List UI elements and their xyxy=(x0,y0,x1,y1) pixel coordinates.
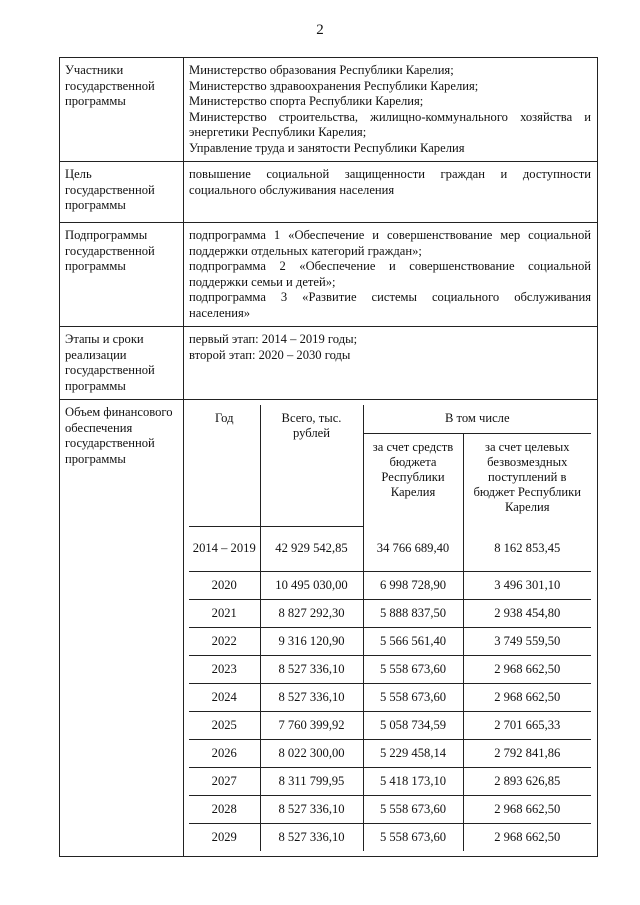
participants-content xyxy=(184,58,598,162)
cell-total: 8 827 292,30 xyxy=(260,599,363,627)
cell-budget: 34 766 689,40 xyxy=(363,526,463,571)
program-passport-table xyxy=(59,57,598,857)
finance-data-row xyxy=(189,683,591,711)
cell-year: 2020 xyxy=(189,571,260,599)
participant-line: Министерство строительства, жилищно-коммунального хозяйства и энергетики Республики Карелия; xyxy=(189,109,591,139)
cell-gratuitous: 2 968 662,50 xyxy=(463,683,591,711)
finance-header-row xyxy=(189,405,591,434)
participants-row xyxy=(60,58,598,162)
subprograms-row xyxy=(60,223,598,327)
cell-budget: 5 418 173,10 xyxy=(363,767,463,795)
cell-year: 2023 xyxy=(189,655,260,683)
finance-data-row xyxy=(189,823,591,851)
cell-gratuitous: 3 496 301,10 xyxy=(463,571,591,599)
stages-row xyxy=(60,327,598,400)
cell-total: 42 929 542,85 xyxy=(260,526,363,571)
subprogram-line: подпрограмма 1 «Обеспечение и совершенствование мер социальной поддержки отдельных категорий граждан»; xyxy=(189,228,591,258)
stages-label: Этапы и сроки реализации государственной программы xyxy=(60,327,184,400)
cell-total: 8 311 799,95 xyxy=(260,767,363,795)
finance-body xyxy=(189,526,591,851)
cell-year: 2028 xyxy=(189,795,260,823)
cell-year: 2014 – 2019 xyxy=(189,526,260,571)
cell-total: 8 527 336,10 xyxy=(260,655,363,683)
cell-total: 8 527 336,10 xyxy=(260,795,363,823)
cell-budget: 5 558 673,60 xyxy=(363,795,463,823)
cell-total: 8 022 300,00 xyxy=(260,739,363,767)
cell-gratuitous: 2 968 662,50 xyxy=(463,823,591,851)
goal-content xyxy=(184,162,598,223)
cell-year: 2024 xyxy=(189,683,260,711)
cell-total: 9 316 120,90 xyxy=(260,627,363,655)
header-year: Год xyxy=(189,405,260,526)
finance-label: Объем финансового обеспечения государственной программы xyxy=(60,400,184,857)
header-including: В том числе xyxy=(363,405,591,434)
cell-gratuitous: 2 968 662,50 xyxy=(463,655,591,683)
participant-line: Управление труда и занятости Республики Карелия xyxy=(189,140,465,155)
cell-total: 8 527 336,10 xyxy=(260,683,363,711)
stages-content xyxy=(184,327,598,400)
cell-budget: 5 558 673,60 xyxy=(363,655,463,683)
finance-data-row xyxy=(189,739,591,767)
subprogram-line: подпрограмма 3 «Развитие системы социального обслуживания населения» xyxy=(189,290,591,320)
stage-line: первый этап: 2014 – 2019 годы; xyxy=(189,332,358,346)
cell-budget: 5 558 673,60 xyxy=(363,823,463,851)
cell-year: 2022 xyxy=(189,627,260,655)
cell-budget: 5 566 561,40 xyxy=(363,627,463,655)
cell-total: 8 527 336,10 xyxy=(260,823,363,851)
finance-data-row xyxy=(189,526,591,571)
subprogram-line: подпрограмма 2 «Обеспечение и совершенствование социальной поддержки семьи и детей»; xyxy=(189,259,591,289)
subprograms-content xyxy=(184,223,598,327)
finance-data-row xyxy=(189,599,591,627)
header-budget: за счет средств бюджета Республики Карелия xyxy=(363,434,463,527)
finance-data-row xyxy=(189,795,591,823)
cell-gratuitous: 2 938 454,80 xyxy=(463,599,591,627)
goal-text: повышение социальной защищенности граждан и доступности социального обслуживания населения xyxy=(189,167,591,197)
goal-label: Цель государственной программы xyxy=(60,162,184,223)
cell-year: 2025 xyxy=(189,711,260,739)
cell-total: 7 760 399,92 xyxy=(260,711,363,739)
cell-gratuitous: 2 701 665,33 xyxy=(463,711,591,739)
finance-row xyxy=(60,400,598,857)
cell-gratuitous: 2 792 841,86 xyxy=(463,739,591,767)
cell-budget: 5 888 837,50 xyxy=(363,599,463,627)
participant-line: Министерство здравоохранения Республики Карелия; xyxy=(189,78,479,93)
participants-label: Участники государственной программы xyxy=(60,58,184,162)
finance-data-row xyxy=(189,655,591,683)
cell-year: 2027 xyxy=(189,767,260,795)
subprograms-label: Подпрограммы государственной программы xyxy=(60,223,184,327)
header-gratuitous: за счет целевых безвозмездных поступлений в бюджет Республики Карелия xyxy=(463,434,591,527)
participant-line: Министерство спорта Республики Карелия; xyxy=(189,94,424,108)
cell-budget: 5 229 458,14 xyxy=(363,739,463,767)
cell-gratuitous: 8 162 853,45 xyxy=(463,526,591,571)
cell-gratuitous: 2 893 626,85 xyxy=(463,767,591,795)
participant-line: Министерство образования Республики Карелия; xyxy=(189,63,454,77)
finance-content xyxy=(184,400,598,857)
page-number: 2 xyxy=(316,22,324,38)
finance-data-row xyxy=(189,711,591,739)
cell-budget: 5 058 734,59 xyxy=(363,711,463,739)
cell-year: 2021 xyxy=(189,599,260,627)
cell-total: 10 495 030,00 xyxy=(260,571,363,599)
finance-data-row xyxy=(189,767,591,795)
finance-data-row xyxy=(189,571,591,599)
finance-table xyxy=(189,405,591,851)
cell-year: 2029 xyxy=(189,823,260,851)
cell-budget: 6 998 728,90 xyxy=(363,571,463,599)
goal-row xyxy=(60,162,598,223)
stage-line: второй этап: 2020 – 2030 годы xyxy=(189,347,351,362)
cell-gratuitous: 3 749 559,50 xyxy=(463,627,591,655)
header-total: Всего, тыс. рублей xyxy=(260,405,363,526)
cell-year: 2026 xyxy=(189,739,260,767)
finance-data-row xyxy=(189,627,591,655)
cell-budget: 5 558 673,60 xyxy=(363,683,463,711)
cell-gratuitous: 2 968 662,50 xyxy=(463,795,591,823)
